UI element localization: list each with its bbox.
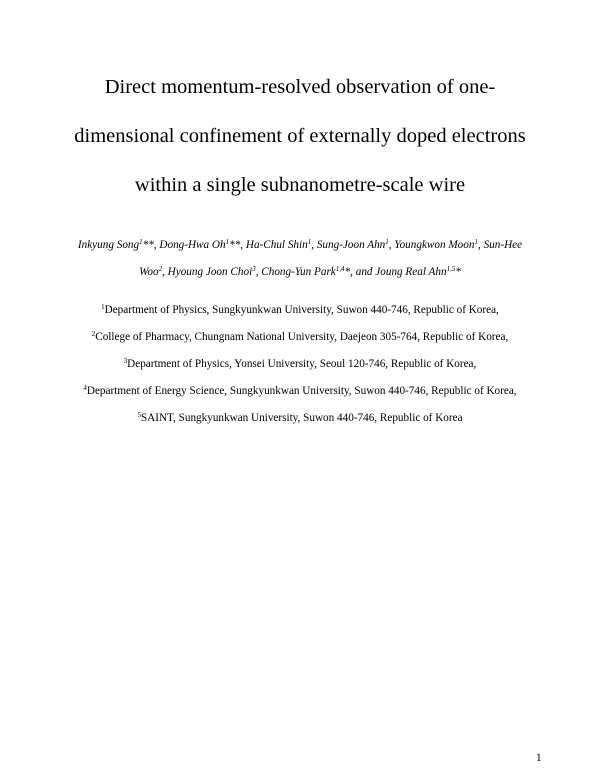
author-sep: , xyxy=(255,266,262,278)
author-sep: , xyxy=(477,239,484,251)
author-name-part: Sun-Hee xyxy=(483,239,523,251)
author-affil-sup: 1,5 xyxy=(446,265,456,273)
author-name: Youngkwon Moon xyxy=(394,239,475,251)
affiliation-sup: 5 xyxy=(137,411,141,419)
author-sep: , xyxy=(153,239,160,251)
title-line-3: within a single subnanometre-scale wire xyxy=(134,174,466,196)
author-mark: * xyxy=(344,266,351,278)
author-name: Ha-Chul Shin xyxy=(245,239,308,251)
author-affil-sup: 1 xyxy=(307,238,312,246)
affiliation-1 xyxy=(30,303,570,317)
author-mark: ** xyxy=(229,239,241,251)
author-affil-sup: 1 xyxy=(385,238,389,246)
affiliation-2 xyxy=(30,330,570,344)
affiliation-sup: 3 xyxy=(123,357,128,365)
author-line-2 xyxy=(40,265,560,279)
affiliation-4 xyxy=(30,384,570,398)
author-affil-sup: 3 xyxy=(252,265,256,273)
title-line-1: Direct momentum-resolved observation of one- xyxy=(104,76,496,98)
author-sep: , xyxy=(350,266,356,278)
author-affil-sup: 2 xyxy=(158,265,163,273)
affiliation-sup: 4 xyxy=(83,384,87,392)
author-sep: , xyxy=(240,239,246,251)
affiliation-text: Department of Physics, Sungkyunkwan University, Suwon 440-746, Republic of Korea, xyxy=(104,304,499,316)
author-affil-sup: 1 xyxy=(474,238,478,246)
author-name: and Joung Real Ahn xyxy=(355,266,447,278)
affiliation-text: SAINT, Sungkyunkwan University, Suwon 440-746, Republic of Korea xyxy=(140,412,463,424)
author-sep: , xyxy=(311,239,317,251)
author-mark: * xyxy=(455,266,461,278)
author-name: Inkyung Song xyxy=(77,239,140,251)
author-name: Chong-Yun Park xyxy=(261,266,336,278)
author-affil-sup: 1 xyxy=(139,238,143,246)
affiliation-text: Department of Energy Science, Sungkyunkwan University, Suwon 440-746, Republic of Korea, xyxy=(86,385,517,397)
affiliation-sup: 1 xyxy=(101,303,105,311)
author-name-part: Woo xyxy=(139,266,159,278)
page-number: 1 xyxy=(536,752,542,764)
affiliation-text: Department of Physics, Yonsei University, Seoul 120-746, Republic of Korea, xyxy=(127,358,477,370)
affiliation-5 xyxy=(30,411,570,425)
affiliation-sup: 2 xyxy=(91,330,96,338)
author-sep: , xyxy=(162,266,168,278)
author-affil-sup: 1 xyxy=(225,238,230,246)
author-mark: ** xyxy=(142,239,154,251)
author-affil-sup: 1,4 xyxy=(335,265,345,273)
author-sep: , xyxy=(388,239,395,251)
affiliation-3 xyxy=(30,357,570,371)
affiliation-text: College of Pharmacy, Chungnam National University, Daejeon 305-764, Republic of Korea, xyxy=(95,331,509,343)
author-line-1 xyxy=(40,238,560,252)
author-name: Dong-Hwa Oh xyxy=(159,239,226,251)
title-line-2: dimensional confinement of externally doped electrons xyxy=(74,125,526,147)
author-name: Sung-Joon Ahn xyxy=(316,239,386,251)
author-name: Hyoung Joon Choi xyxy=(167,266,253,278)
